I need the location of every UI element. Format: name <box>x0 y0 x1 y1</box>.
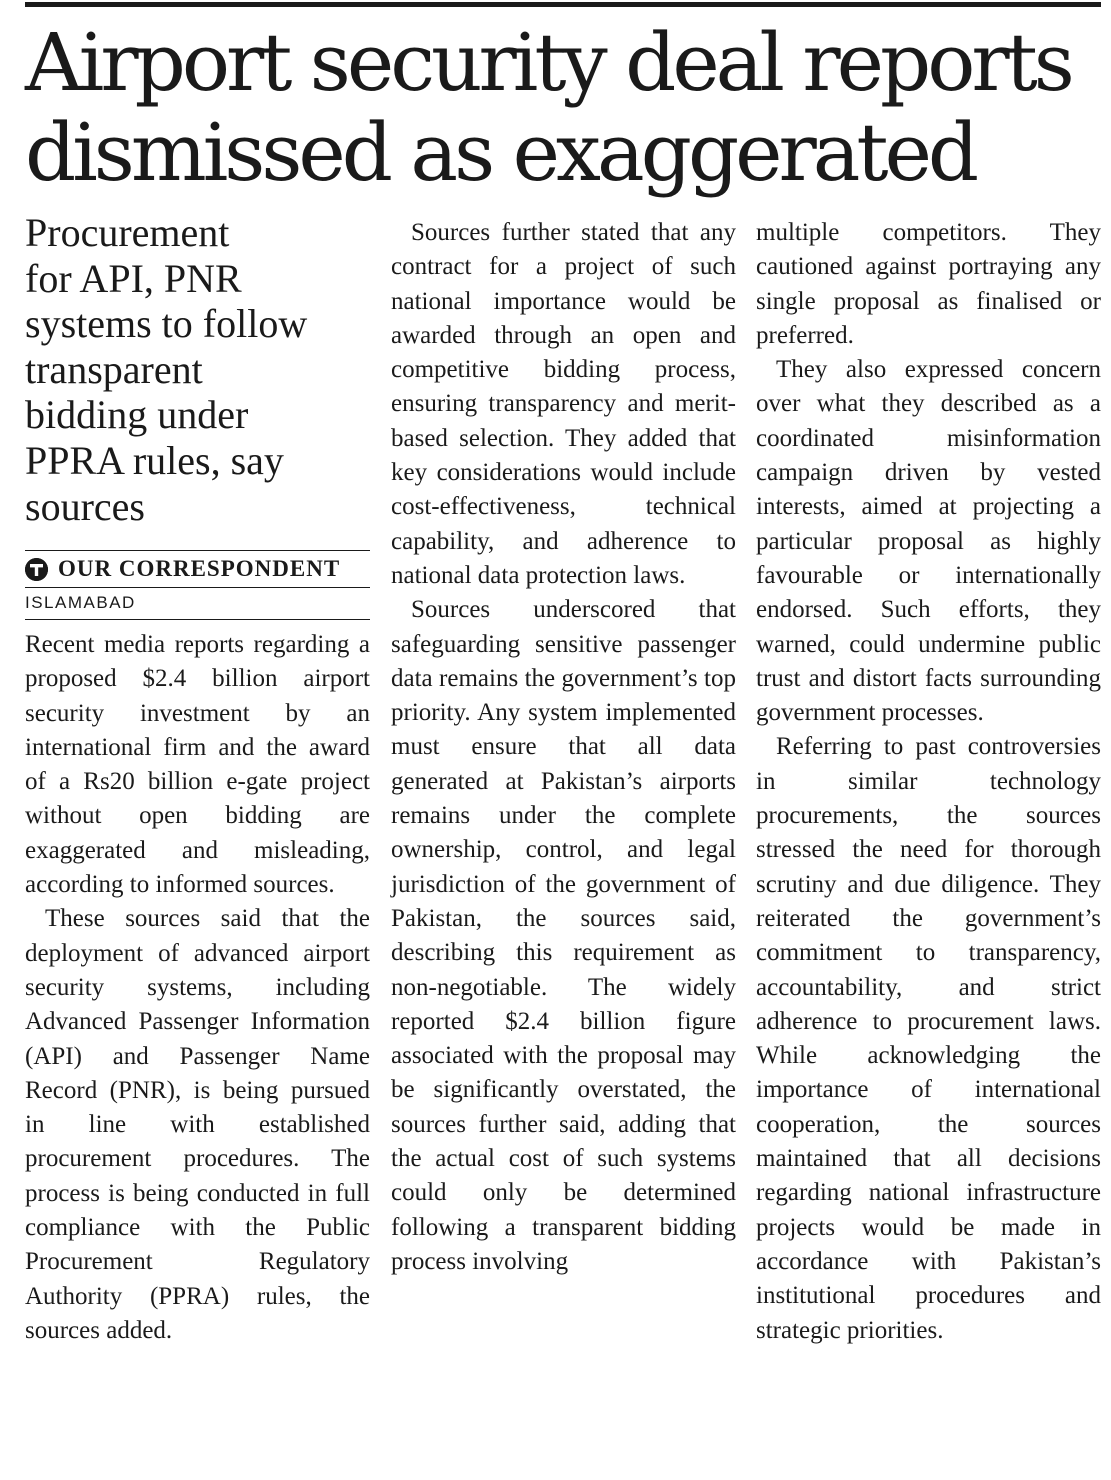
paragraph: Referring to past controversies in similar technology procurements, the sources stressed the need for thorough scrutiny and due diligence. They reiterated the government’s commitment to transparency, accountability, and strict adherence to procurement laws. While acknowledging the importance of international cooperation, the sources maintained that all decisions regarding national infrastructure projects would be made in accordance with Pakistan’s institutional procedures and strategic priorities. <box>756 733 1101 1344</box>
subheadline-line: for API, PNR <box>25 255 242 301</box>
paragraph: They also expressed concern over what they described as a coordinated misinformation campaign driven by vested interests, aimed at projecting a particular proposal as highly favourable or internationally endorsed. Such efforts, they warned, could undermine public trust and distort facts surrounding government processes. <box>756 356 1101 727</box>
subheadline-line: sources <box>25 483 145 529</box>
paragraph: Sources underscored that safeguarding sensitive passenger data remains the government’s top priority. Any system implemented must ensure that all data generated at Pakistan’s airports remains under the complete ownership, control, and legal jurisdiction of the government of Pakistan, the sources said, describing this requirement as non-negotiable. The widely reported $2.4 billion figure associated with the proposal may be significantly overstated, the sources further said, adding that the actual cost of such systems could only be determined following a transparent bidding process involving <box>391 596 736 1275</box>
subheadline-line: PPRA rules, say <box>25 437 284 483</box>
article-column-2 <box>391 216 736 1279</box>
publication-t-logo-icon <box>25 558 48 581</box>
paragraph: These sources said that the deployment of advanced airport security systems, including Advanced Passenger Information (API) and Passenger Name Record (PNR), is being pursued in line with established procurement procedures. The process is being conducted in full compliance with the Public Procurement Regulatory Authority (PPRA) rules, the sources added. <box>25 905 370 1344</box>
subheadline-line: Procurement <box>25 210 230 255</box>
subheadline-line: systems to follow <box>25 301 308 347</box>
headline-line: dismissed as exaggerated <box>25 106 976 199</box>
headline <box>25 18 1105 198</box>
top-rule <box>25 2 1101 7</box>
headline-line: Airport security deal reports <box>25 16 1071 109</box>
paragraph: multiple competitors. They cautioned against portraying any single proposal as finalised or preferred. <box>756 219 1101 349</box>
paragraph: Sources further stated that any contract for a project of such national importance would be awarded through an open and competitive bidding process, ensuring transparency and merit-based selection. They added that key considerations would include cost-effectiveness, technical capability, and adherence to national data protection laws. <box>391 219 736 589</box>
subheadline-line: transparent <box>25 346 203 392</box>
byline-author: OUR CORRESPONDENT <box>58 556 341 581</box>
dateline: ISLAMABAD <box>25 587 370 620</box>
subheadline <box>25 210 370 529</box>
byline <box>25 550 370 588</box>
article-column-3 <box>756 216 1101 1348</box>
subheadline-line: bidding under <box>25 392 249 438</box>
article-column-1 <box>25 628 370 1348</box>
paragraph: Recent media reports regarding a proposed $2.4 billion airport security investment by an international firm and the award of a Rs20 billion e-gate project without open bidding are exaggerated and misleading, according to informed sources. <box>25 631 370 899</box>
